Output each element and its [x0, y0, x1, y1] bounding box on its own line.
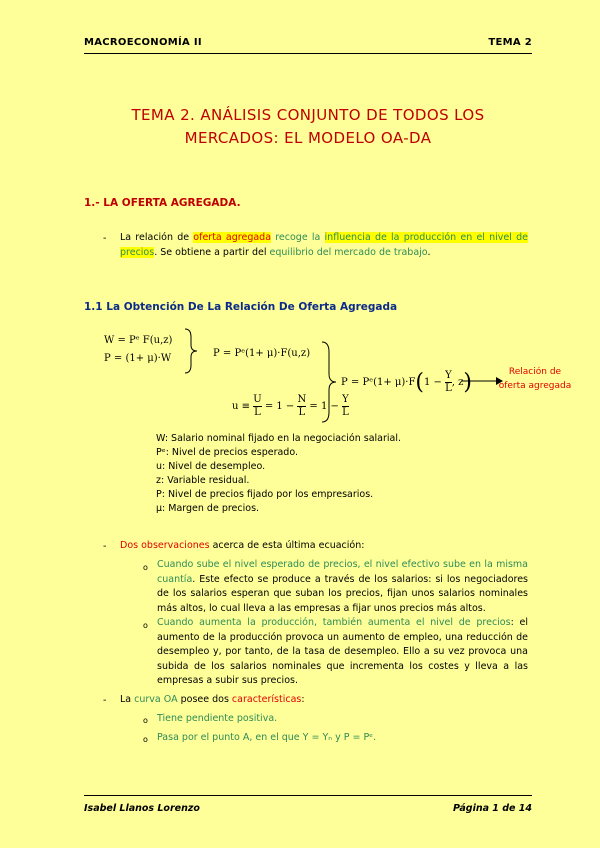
fraction — [297, 394, 306, 419]
equation-wage: W = Pᵉ F(u,z) — [104, 335, 173, 346]
oa-relation-label — [497, 365, 573, 393]
dash-bullet: - — [103, 541, 107, 552]
intro-text: La relación de — [120, 232, 194, 243]
legend-item: u: Nivel de desempleo. — [156, 461, 266, 472]
frac-den: L — [298, 407, 306, 418]
legend-item: P: Nivel de precios fijado por los empresarios. — [156, 489, 374, 500]
dash-bullet: - — [103, 695, 107, 706]
header-left: MACROECONOMÍA II — [84, 37, 202, 48]
eq-text: = 1 − — [309, 401, 339, 412]
fraction — [342, 394, 349, 419]
frac-num: N — [297, 394, 307, 405]
brace-icon — [183, 327, 199, 375]
intro-highlight-term: oferta agregada — [193, 232, 272, 243]
frac-den: L — [342, 407, 349, 418]
title-line-2: MERCADOS: EL MODELO OA-DA — [184, 129, 432, 147]
footer-rule — [84, 795, 532, 796]
observations-text: acerca de esta última ecuación: — [209, 540, 365, 551]
equation-combined: P = Pᵉ(1+ μ)·F(u,z) — [213, 348, 311, 359]
characteristic-1: Tiene pendiente positiva. — [157, 713, 278, 724]
fraction — [253, 394, 261, 419]
fraction — [445, 370, 452, 395]
observation-1 — [157, 558, 528, 616]
observations-intro — [120, 539, 528, 554]
oa-text: posee dos — [177, 694, 232, 705]
frac-num: Y — [342, 394, 349, 405]
frac-num: Y — [445, 370, 452, 381]
page-header — [84, 37, 532, 48]
frac-num: U — [253, 394, 262, 405]
intro-highlight-phrase: influencia de la producción en el nivel de precios — [120, 232, 528, 258]
observation-2 — [157, 616, 528, 689]
paren-left: ( — [415, 370, 424, 395]
intro-equilibrium: equilibrio del mercado de trabajo — [269, 246, 428, 258]
oa-text: : — [301, 694, 305, 705]
equation-final — [341, 370, 472, 395]
section-heading: 1.- LA OFERTA AGREGADA. — [84, 197, 241, 209]
header-rule — [84, 53, 532, 54]
oa-characteristics-term: características — [231, 694, 302, 705]
circle-bullet: o — [143, 621, 148, 630]
dash-bullet: - — [103, 233, 107, 244]
intro-paragraph — [120, 231, 528, 260]
legend-item: W: Salario nominal fijado en la negociación salarial. — [156, 433, 402, 444]
brace-icon — [320, 340, 338, 424]
title-line-1: TEMA 2. ANÁLISIS CONJUNTO DE TODOS LOS — [131, 106, 485, 124]
eq-text: = 1 − — [264, 401, 295, 412]
observation-1-text: . Este efecto se produce a través de los salarios: si los negociadores de los salarios esperan que suban los precios, fijan unos salarios nominales más altos, lo cual lleva a las empresas a fijar unos precios más altos. — [157, 573, 528, 614]
circle-bullet: o — [143, 716, 148, 725]
subsection-heading: 1.1 La Obtención De La Relación De Oferta Agregada — [84, 301, 398, 313]
paren-right: ) — [463, 370, 472, 395]
label-line: Relación de — [508, 367, 562, 377]
oa-curve-line — [120, 693, 528, 708]
legend-item: μ: Margen de precios. — [156, 503, 260, 514]
observation-2-key: Cuando aumenta la producción, también aumenta el nivel de precios — [157, 617, 511, 628]
legend-item: z: Variable residual. — [156, 475, 250, 486]
observations-term: Dos observaciones — [120, 540, 210, 551]
eq-text: u ≡ — [232, 401, 250, 412]
circle-bullet: o — [143, 563, 148, 572]
frac-den: L — [254, 407, 261, 418]
circle-bullet: o — [143, 735, 148, 744]
intro-text: . Se obtiene a partir del — [154, 246, 270, 258]
eq-text: 1 − — [424, 377, 442, 388]
footer-author: Isabel Llanos Lorenzo — [84, 803, 200, 814]
footer-page-number: Página 1 de 14 — [453, 803, 532, 814]
observation-2-text: : el aumento de la producción provoca un aumento de empleo, una reducción de desempleo y, por tanto, de la tasa de desempleo. Ello a su vez provoca una subida de los salarios nominales que incrementa los costes y lleva a las empresas a subir sus precios. — [157, 617, 528, 686]
label-line: oferta agregada — [498, 381, 572, 391]
eq-text: , z — [451, 377, 464, 388]
characteristic-2: Pasa por el punto A, en el que Y = Yₙ y P = Pᵉ. — [157, 732, 377, 743]
frac-den: L — [445, 383, 452, 394]
legend-item: Pᵉ: Nivel de precios esperado. — [156, 447, 298, 458]
oa-curve-term: curva OA — [134, 694, 178, 705]
eq-text: P = Pᵉ(1+ μ)·F — [341, 377, 416, 388]
page-footer — [84, 803, 532, 814]
equation-price: P = (1+ μ)·W — [104, 353, 172, 364]
header-right: TEMA 2 — [488, 37, 532, 48]
oa-text: La — [120, 694, 135, 705]
intro-text: . — [427, 246, 431, 258]
intro-text-green: recoge la — [271, 232, 325, 243]
observation-1-key: Cuando sube el nivel esperado de precios, el nivel efectivo sube en la misma cuantía — [157, 559, 528, 585]
page-title — [84, 104, 532, 150]
